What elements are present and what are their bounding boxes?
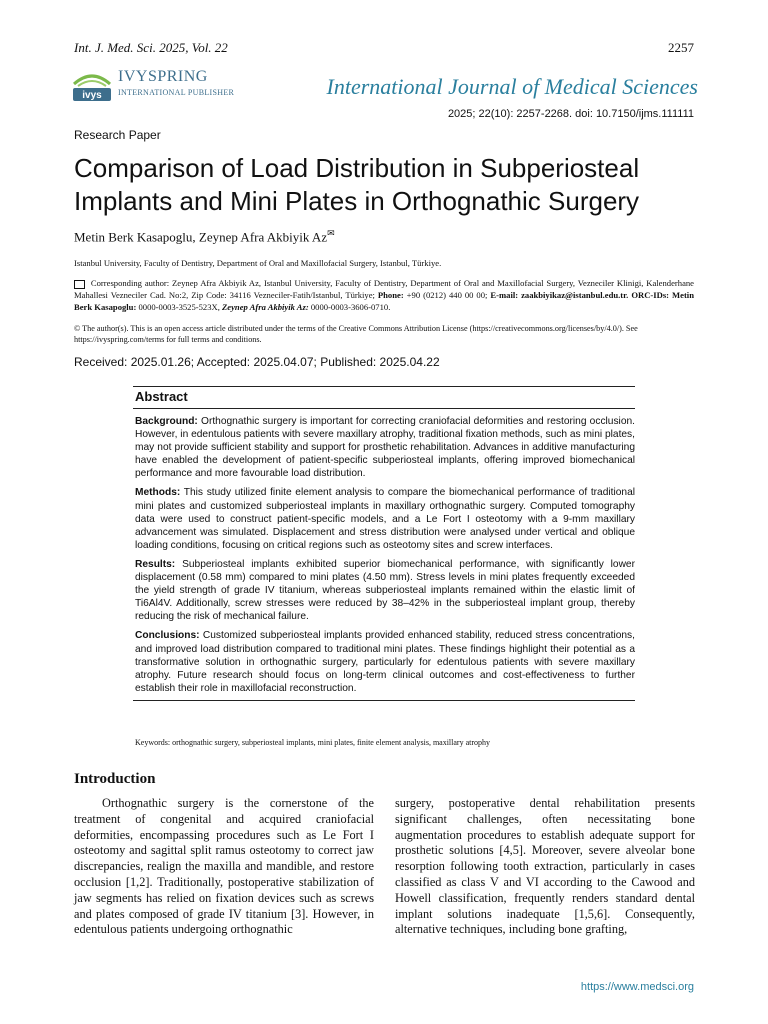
body-column-left: Orthognathic surgery is the cornerstone of the treatment of congenital and acquired craniofacial deformities, encompassing procedures such as Le Fort I osteotomy and sagittal split ramus osteotomy to correct jaw discrepancies, realign the maxilla and mandible, and restore occlusion [1,2]. Traditionally, postoperative stabilization of jaw segments has relied on fixation devices such as screws and plates composed of grade IV titanium [3]. However, in edentulous patients undergoing orthognathic (74, 796, 374, 937)
abstract-heading: Abstract (133, 387, 635, 409)
orcid-1-name: Metin Berk Kasapoglu: (74, 290, 694, 312)
article-title: Comparison of Load Distribution in Subperiosteal Implants and Mini Plates in Orthognathic Surgery (74, 153, 640, 216)
results-label: Results: (135, 558, 176, 570)
introduction-heading: Introduction (74, 771, 156, 787)
email-label: E-mail: (490, 290, 519, 300)
footer-url-link[interactable]: https://www.medsci.org (580, 981, 694, 993)
publisher-subtitle: INTERNATIONAL PUBLISHER (118, 88, 235, 97)
methods-text: This study utilized finite element analysis to compare the biomechanical performance of traditional mini plates and customized subperiosteal implants in maxillary orthognathic surgery. Computed tomography data were used to construct patient-specific models, and a Le Fort I osteotomy with a 9-mm maxillary advancement was simulated. Displacement and stress distribution were analysed under vertical and oblique loading conditions, focusing on critical regions such as osteotomy sites and screw interfaces. (135, 487, 635, 551)
author-list (74, 228, 335, 245)
abstract-conclusions (135, 629, 635, 694)
orcid-label: ORC-IDs: (631, 290, 670, 300)
page-number: 2257 (668, 40, 694, 55)
phone-label: Phone: (377, 290, 404, 300)
background-label: Background: (135, 416, 198, 427)
email-link[interactable]: zaakbiyikaz@istanbul.edu.tr. (521, 290, 629, 300)
corresponding-mark-icon: ✉ (327, 228, 335, 238)
abstract-background (135, 415, 635, 480)
running-head-journal: Int. J. Med. Sci. 2025, Vol. 22 (74, 40, 228, 55)
conclusions-text: Customized subperiosteal implants provided enhanced stability, reduced stress concentrations, and improved load distribution compared to traditional mini plates. These findings highlight their potential as a transformative solution in orthognathic surgery, particularly for edentulous patients with severe maxillary atrophy. Future research should focus on long-term clinical outcomes and cost-effectiveness to further establish their role in maxillofacial reconstruction. (135, 630, 635, 694)
publication-dates: Received: 2025.01.26; Accepted: 2025.04.07; Published: 2025.04.22 (74, 355, 440, 369)
orcid-2-value[interactable]: 0000-0003-3606-0710. (310, 302, 391, 312)
keywords: Keywords: orthognathic surgery, subperiosteal implants, mini plates, finite element analysis, maxillary atrophy (135, 738, 491, 747)
journal-title: International Journal of Medical Sciences (326, 74, 698, 99)
svg-text:ivys: ivys (82, 90, 102, 101)
publisher-name: IVYSPRING (118, 68, 208, 85)
phone-value: +90 (0212) 440 00 00; (406, 290, 488, 300)
abstract-results (135, 558, 635, 623)
authors-text: Metin Berk Kasapoglu, Zeynep Afra Akbiyik Az (74, 229, 328, 245)
conclusions-label: Conclusions: (135, 630, 200, 642)
orcid-2-name: Zeynep Afra Akbiyik Az: (222, 302, 309, 312)
license-statement: © The author(s). This is an open access article distributed under the terms of the Creative Commons Attribution License (https://creativecommons.org/licenses/by/4.0/). See https://ivyspring.com/terms for full terms and conditions. (74, 324, 638, 344)
ivyspring-logo-icon (70, 70, 114, 104)
body-column-right: surgery, postoperative dental rehabilitation presents significant challenges, often necessitating bone augmentation procedures to establish adequate support for prosthetic solutions [4,5]. Moreover, severe alveolar bone resorption following tooth extraction, particularly in cases classified as class V and VI according to the Cawood and Howell classification, frequently renders standard dental implant solutions inadequate [1,5,6]. Consequently, alternative techniques, including bone grafting, (395, 796, 695, 937)
corresponding-author-block (74, 277, 694, 313)
abstract-methods (135, 486, 635, 551)
orcid-1-value[interactable]: 0000-0003-3525-523X, (138, 302, 220, 312)
methods-label: Methods: (135, 487, 181, 499)
article-type: Research Paper (74, 128, 161, 142)
background-text: Orthognathic surgery is important for correcting craniofacial deformities and restoring occlusion. However, in edentulous patients with severe maxillary atrophy, traditional fixation methods, such as mini plates, may not provide sufficient stability and support for prosthetic rehabilitation. Advances in additive manufacturing have enabled the development of patient-specific subperiosteal implants, offering improved biomechanical performance and more favourable load distribution. (135, 416, 635, 480)
corresponding-lead: Corresponding author: Zeynep Afra Akbiyik Az, Istanbul University, Faculty of Dentistry, Department of Oral and Maxillofacial Surgery, Vezneciler Klinigi, Kalenderhane Mahallesi Vezneciler Cad. No:2, Zip Code: 34116 Vezneciler-Fatih/Istanbul, Türkiye; (74, 278, 694, 300)
citation: 2025; 22(10): 2257-2268. doi: 10.7150/ijms.111111 (447, 108, 694, 120)
affiliation: Istanbul University, Faculty of Dentistry, Department of Oral and Maxillofacial Surgery, Istanbul, Türkiye. (74, 258, 442, 268)
envelope-icon (74, 280, 85, 289)
abstract-box (133, 386, 635, 701)
results-text: Subperiosteal implants exhibited superior biomechanical performance, with significantly lower displacement (0.58 mm) compared to mini plates (4.50 mm). Stress levels in mini plates frequently exceeded the yield strength of grade IV titanium, whereas subperiosteal implants remained within the elastic limit of Ti6Al4V. Additionally, screw stresses were reduced by 38–42% in the subperiosteal implant group, thereby reducing the risk of mechanical failure. (135, 558, 635, 623)
